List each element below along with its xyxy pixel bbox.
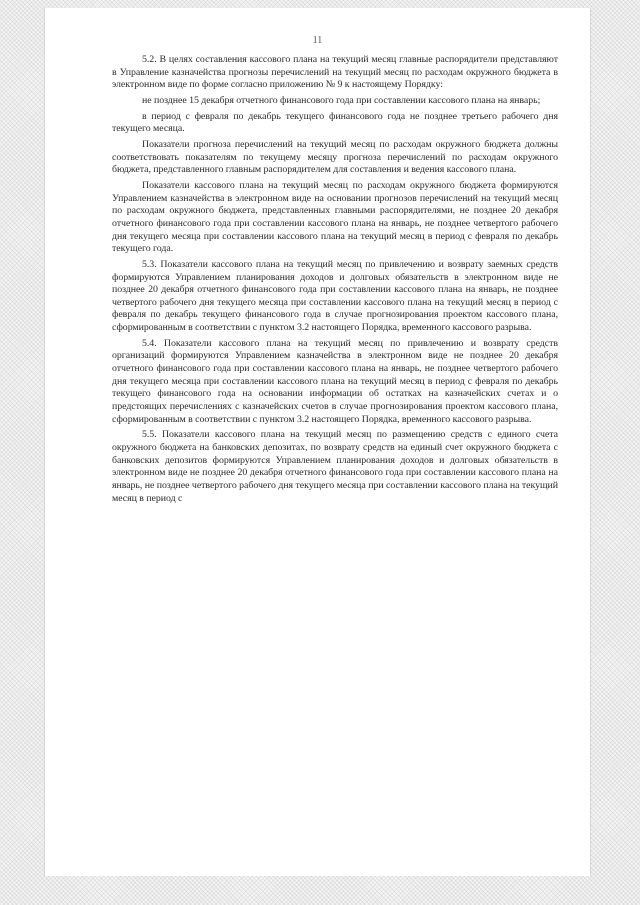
paragraph-5-2: 5.2. В целях составления кассового плана на текущий месяц главные распорядители представляют в Управление казначейства прогнозы перечислений на текущий месяц по расходам окружного бюджета в электронном виде по форме согласно приложению № 9 к настоящему Порядку:	[112, 54, 558, 91]
page-number: 11	[312, 35, 323, 46]
paragraph-5-4: 5.4. Показатели кассового плана на текущий месяц по привлечению и возврату средств организаций формируются Управлением казначейства в электронном виде не позднее 20 декабря отчетного финансового года при составлении кассового плана на январь, не позднее четвертого рабочего дня текущего месяца при составлении кассового плана на текущий месяц в период с февраля по декабрь текущего финансового года на основании информации об остатках на казначейских счетах и о предстоящих перечислениях с казначейских счетов в случае прогнозирования проектом кассового плана, сформированным в соответствии с пунктом 3.2 настоящего Порядка, временного кассового разрыва.	[112, 337, 558, 425]
document-body	[112, 54, 558, 508]
paragraph-plan-expenses: Показатели кассового плана на текущий месяц по расходам окружного бюджета формируются Управлением казначейства в электронном виде на основании прогнозов перечислений на текущий месяц по расходам окружного бюджета, представленных главными распорядителями, не позднее 20 декабря отчетного финансового года при составлении кассового плана на январь, не позднее четвертого рабочего дня текущего месяца при составлении кассового плана на текущий месяц в период с февраля по декабрь текущего года.	[112, 179, 558, 255]
paragraph-deadline-feb-dec: в период с февраля по декабрь текущего финансового года не позднее третьего рабочего дня текущего месяца.	[112, 110, 558, 135]
document-page	[44, 8, 591, 876]
paragraph-5-5: 5.5. Показатели кассового плана на текущий месяц по размещению средств с единого счета окружного бюджета на банковских депозитах, по возврату средств на единый счет окружного бюджета с банковских депозитов формируются Управлением планирования доходов и долговых обязательств в электронном виде не позднее 20 декабря отчетного финансового года при составлении кассового плана на январь, не позднее четвертого рабочего дня текущего месяца при составлении кассового плана на текущий месяц в период с	[112, 429, 558, 504]
paragraph-forecast-indicators: Показатели прогноза перечислений на текущий месяц по расходам окружного бюджета должны соответствовать показателям по текущему месяцу прогноза перечислений по расходам окружного бюджета, представленного главным распорядителем для составления и ведения кассового плана.	[112, 138, 558, 176]
paragraph-5-3: 5.3. Показатели кассового плана на текущий месяц по привлечению и возврату заемных средств формируются Управлением планирования доходов и долговых обязательств в электронном виде не позднее 20 декабря отчетного финансового года при составлении кассового плана на январь, не позднее четвертого рабочего дня текущего месяца при составлении кассового плана на текущий месяц в период с февраля по декабрь текущего финансового года в случае прогнозирования проектом кассового плана, сформированным в соответствии с пунктом 3.2 настоящего Порядка, временного кассового разрыва.	[112, 258, 558, 334]
paragraph-deadline-january: не позднее 15 декабря отчетного финансового года при составлении кассового плана на январь;	[142, 94, 541, 106]
